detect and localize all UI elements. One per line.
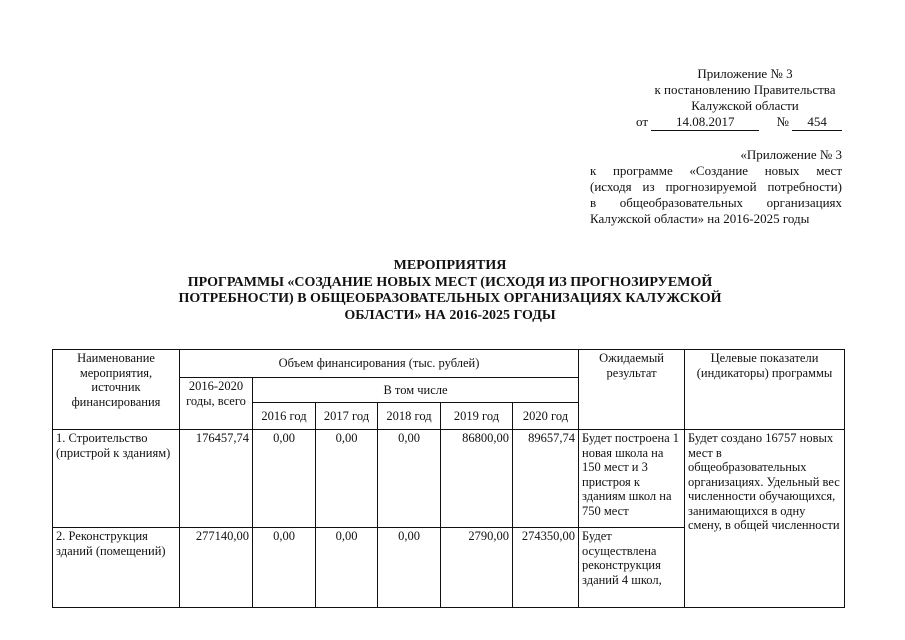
- row-1-total: 176457,74: [180, 430, 253, 528]
- row-1-2018: 0,00: [378, 430, 441, 528]
- row-2-2018: 0,00: [378, 528, 441, 608]
- appendix-line-2: к постановлению Правительства: [654, 82, 836, 97]
- row-2-total: 277140,00: [180, 528, 253, 608]
- program-appendix-line-5: Калужской области» на 2016-2025 годы: [590, 211, 810, 226]
- header-name: Наименование мероприятия, источник финансирования: [53, 350, 180, 430]
- header-year-2017: 2017 год: [316, 403, 378, 430]
- decree-date: 14.08.2017: [651, 114, 759, 131]
- target-indicators-text: Будет создано 16757 новых мест в общеобразовательных организациях. Удельный вес численности обучающихся, занимающихся в одну смену, в общей численности: [685, 430, 845, 608]
- date-prefix: от: [636, 114, 649, 129]
- row-2-name: 2. Реконструкция зданий (помещений): [53, 528, 180, 608]
- table-row: [53, 430, 845, 528]
- row-1-2020: 89657,74: [513, 430, 579, 528]
- row-2-2020: 274350,00: [513, 528, 579, 608]
- appendix-line-3: Калужской области: [691, 98, 799, 113]
- row-2-result: Будет осуществлена реконструкция зданий 4 школ,: [579, 528, 685, 608]
- header-including: В том числе: [253, 378, 579, 403]
- row-1-result: Будет построена 1 новая школа на 150 мест и 3 пристроя к зданиям школ на 750 мест: [579, 430, 685, 528]
- title-line-1: МЕРОПРИЯТИЯ: [393, 258, 507, 273]
- row-2-2017: 0,00: [316, 528, 378, 608]
- header-year-2018: 2018 год: [378, 403, 441, 430]
- row-1-2017: 0,00: [316, 430, 378, 528]
- title-line-2: ПРОГРАММЫ «СОЗДАНИЕ НОВЫХ МЕСТ (ИСХОДЯ ИЗ ПРОГНОЗИРУЕМОЙ: [187, 274, 713, 290]
- header-year-2019: 2019 год: [441, 403, 513, 430]
- appendix-line-1: Приложение № 3: [697, 66, 793, 81]
- row-2-2019: 2790,00: [441, 528, 513, 608]
- row-1-2016: 0,00: [253, 430, 316, 528]
- title-line-3: ПОТРЕБНОСТИ) В ОБЩЕОБРАЗОВАТЕЛЬНЫХ ОРГАНИЗАЦИЯХ КАЛУЖСКОЙ: [178, 291, 722, 306]
- header-year-2016: 2016 год: [253, 403, 316, 430]
- header-funding: Объем финансирования (тыс. рублей): [180, 350, 579, 378]
- program-appendix-line-2: к программе «Создание новых мест: [590, 163, 842, 178]
- number-prefix: №: [776, 114, 789, 129]
- measures-table: [52, 349, 845, 608]
- header-row-1: [53, 350, 845, 378]
- decree-date-line: [636, 114, 842, 131]
- title-line-4: ОБЛАСТИ» НА 2016-2025 ГОДЫ: [344, 307, 556, 323]
- row-1-2019: 86800,00: [441, 430, 513, 528]
- program-appendix-line-4: в общеобразовательных организациях: [590, 195, 842, 210]
- document-title: [150, 258, 750, 324]
- header-total: 2016-2020 годы, всего: [180, 378, 253, 430]
- header-target-indicators: Целевые показатели (индикаторы) программы: [685, 350, 845, 430]
- row-2-2016: 0,00: [253, 528, 316, 608]
- row-1-name: 1. Строительство (пристрой к зданиям): [53, 430, 180, 528]
- decree-number: 454: [792, 114, 842, 131]
- header-year-2020: 2020 год: [513, 403, 579, 430]
- program-appendix-line-1: «Приложение № 3: [740, 147, 842, 162]
- program-appendix-line-3: (исходя из прогнозируемой потребности): [590, 179, 842, 194]
- appendix-header: [640, 66, 850, 114]
- program-appendix: [590, 147, 842, 227]
- header-expected-result: Ожидаемый результат: [579, 350, 685, 430]
